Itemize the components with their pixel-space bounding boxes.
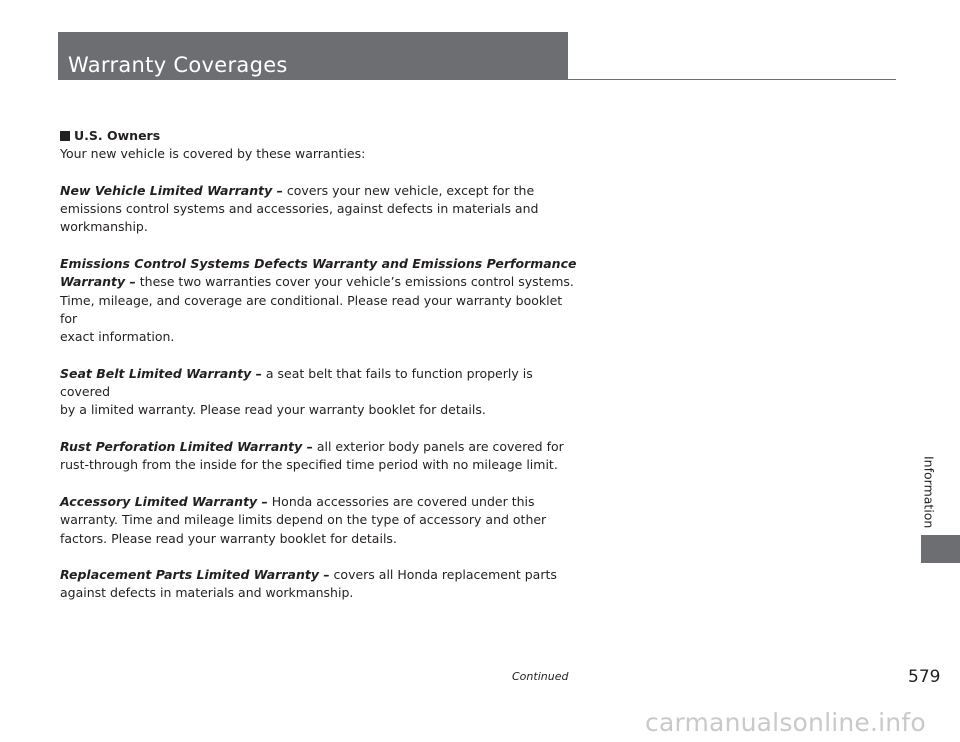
warranty-term: Accessory Limited Warranty – [60, 493, 268, 509]
square-bullet-icon [60, 131, 70, 141]
page-title-bar [58, 32, 568, 80]
watermark: carmanualsonline.info [645, 708, 926, 737]
warranty-desc: Time, mileage, and coverage are conditional. Please read your warranty booklet for [60, 292, 563, 326]
warranty-desc: a seat belt that fails to function properly is covered [60, 365, 533, 400]
warranty-desc: Honda accessories are covered under this [267, 493, 535, 509]
warranty-desc: emissions control systems and accessories, against defects in materials and [60, 201, 539, 217]
warranty-accessory [60, 493, 580, 548]
warranty-term: Replacement Parts Limited Warranty – [60, 567, 330, 583]
continued-label: Continued [512, 670, 569, 683]
warranty-desc: covers your new vehicle, except for the [282, 182, 535, 198]
warranty-term: Rust Perforation Limited Warranty – [60, 439, 313, 455]
section-heading [60, 127, 580, 145]
warranty-desc: rust-through from the inside for the specified time period with no mileage limit. [60, 457, 558, 473]
warranty-desc: these two warranties cover your vehicle’s emissions control systems. [135, 274, 574, 290]
warranty-desc: exact information. [60, 329, 175, 345]
warranty-replacement-parts [60, 566, 580, 603]
title-divider [58, 79, 896, 80]
warranty-desc: warranty. Time and mileage limits depend on the type of accessory and other [60, 512, 547, 528]
warranty-term: Warranty – [60, 274, 136, 290]
warranty-emissions [60, 255, 580, 346]
warranty-term: Seat Belt Limited Warranty – [60, 365, 262, 381]
warranty-seat-belt [60, 365, 580, 420]
intro-text: Your new vehicle is covered by these warranties: [60, 146, 366, 162]
side-tab-marker [921, 535, 960, 563]
section-heading-text: U.S. Owners [74, 128, 161, 143]
warranty-term: Emissions Control Systems Defects Warranty and Emissions Performance [60, 256, 577, 272]
warranty-content [60, 127, 580, 603]
warranty-rust-perforation [60, 438, 580, 475]
warranty-term: New Vehicle Limited Warranty – [60, 182, 283, 198]
warranty-desc: workmanship. [60, 219, 148, 235]
page-number: 579 [908, 667, 941, 687]
warranty-desc: by a limited warranty. Please read your warranty booklet for details. [60, 402, 486, 418]
warranty-desc: covers all Honda replacement parts [329, 567, 557, 583]
warranty-new-vehicle [60, 182, 580, 237]
page-title: Warranty Coverages [68, 53, 288, 77]
warranty-desc: all exterior body panels are covered for [312, 439, 564, 455]
warranty-desc: factors. Please read your warranty booklet for details. [60, 530, 397, 546]
warranty-desc: against defects in materials and workmanship. [60, 585, 354, 601]
side-tab-label: Information [921, 455, 937, 529]
